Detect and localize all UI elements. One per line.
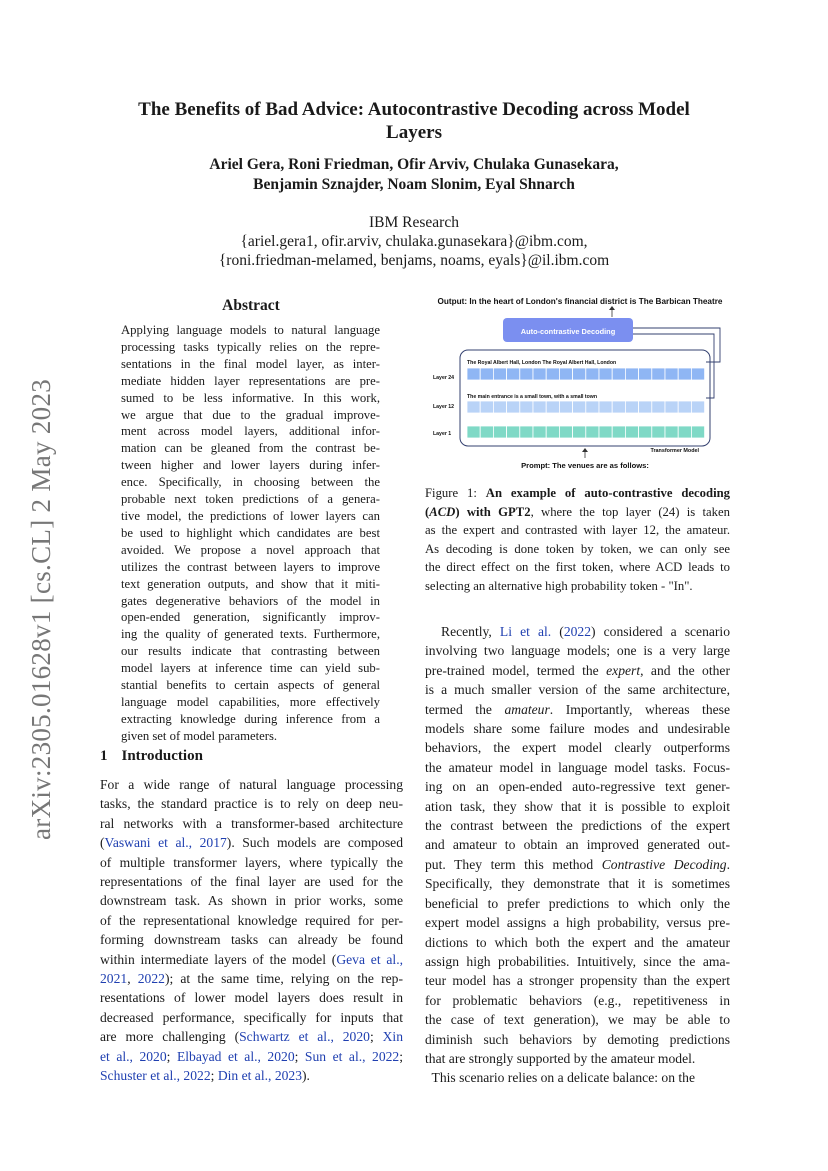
text-line (100, 911, 403, 930)
text-run: , and the other (640, 662, 730, 678)
text-line (425, 777, 730, 796)
abstract-line: tween higher and lower layers during infer- (121, 458, 380, 473)
paper-title (100, 98, 728, 144)
title-line: Layers (386, 122, 442, 143)
abstract-line: we argue that due to the gradual improve- (121, 407, 380, 422)
caption-line (425, 484, 730, 503)
layer-label-12: Layer 12 (433, 404, 455, 410)
text-line (100, 814, 403, 833)
abstract-line: sentations in the final model layer, as inter- (121, 356, 380, 371)
text-line (425, 971, 730, 990)
abstract-line: stantial benefits to certain aspects of general (121, 678, 380, 693)
token-cell (639, 401, 652, 413)
text-run: ); at the same time, relying on the rep- (164, 971, 403, 987)
token-cell (665, 401, 678, 413)
token-cell (652, 401, 665, 413)
text-line (100, 775, 403, 794)
caption-line: selecting an alternative high probability token - "In". (425, 578, 693, 593)
layer12-text: The main entrance is a small town, with a small town (467, 394, 598, 400)
token-cell (652, 368, 665, 380)
text-line (425, 816, 730, 835)
token-cell (599, 426, 612, 438)
caption-lines (425, 521, 730, 595)
abstract-line: mation can be gleaned from the contrast be- (121, 441, 380, 456)
text-run: . Importantly, whereas these (549, 701, 730, 717)
section-number: 1 (100, 748, 108, 764)
text-run: ing on an open-ended auto-regressive text gener- (425, 779, 730, 795)
text-run: decreased performance, specifically for inputs that (100, 1009, 403, 1025)
caption-bold: An example of auto-contrastive decoding (485, 486, 730, 500)
text-line (100, 1008, 403, 1027)
text-line (100, 853, 403, 872)
text-run: the case of text generation), we may be able to (425, 1012, 730, 1028)
token-cell (493, 426, 506, 438)
text-run: models share some failure modes and undesirable (425, 721, 730, 737)
text-line (425, 680, 730, 699)
affiliation (100, 213, 728, 270)
token-cell (599, 368, 612, 380)
caption-lead: Figure 1: (425, 486, 486, 500)
text-run: of the representational knowledge required for per- (100, 912, 403, 928)
text-line (425, 661, 730, 680)
citation-link[interactable]: Vaswani et al., 2017 (104, 835, 227, 851)
input-arrow-head (582, 448, 588, 452)
token-cell (467, 426, 480, 438)
token-cell (639, 368, 652, 380)
token-cell (546, 426, 559, 438)
section-heading (100, 748, 203, 765)
citation-link[interactable]: Li et al. (499, 624, 552, 639)
intro-left-column (100, 775, 403, 1086)
layer24-text: The Royal Albert Hall, London The Royal Albert Hall, London (467, 360, 617, 366)
token-cell (665, 368, 678, 380)
text-line (100, 1027, 403, 1046)
token-cell (586, 368, 599, 380)
figure-output-label: Output: In the heart of London's financial district is The Barbican Theatre (437, 297, 723, 306)
text-run: ; (369, 1029, 383, 1045)
text-run: tasks, the standard practice is to rely on deep neu- (100, 796, 403, 812)
token-cell (546, 401, 559, 413)
text-line (100, 1047, 403, 1066)
text-line (100, 950, 403, 969)
token-cell (665, 426, 678, 438)
text-run: are more challenging ( (100, 1029, 240, 1045)
token-cell (520, 401, 533, 413)
text-line (425, 1068, 730, 1087)
token-cell (625, 426, 638, 438)
token-cell (612, 368, 625, 380)
text-line (100, 833, 403, 852)
text-run: that are strongly supported by the amateur model. (425, 1050, 696, 1066)
text-run: This scenario relies on a delicate balance: on the (425, 1070, 696, 1086)
caption-line: the direct effect on the first token, where ACD leads to (425, 560, 730, 575)
authors-line: Ariel Gera, Roni Friedman, Ofir Arviv, Chulaka Gunasekara, (209, 156, 619, 173)
text-run: involving two language models; one is a very large (425, 643, 730, 659)
token-cell (639, 426, 652, 438)
layer-label-24: Layer 24 (433, 375, 455, 381)
abstract-line: tive model, the predictions of lower layers can (121, 508, 380, 523)
text-line (425, 913, 730, 932)
text-run: ; (210, 1068, 218, 1084)
text-line (425, 1030, 730, 1049)
text-run: forming downstream tasks can already be found (100, 932, 403, 948)
token-cell (480, 368, 493, 380)
text-run: representations of the final layer are used for the (100, 874, 403, 890)
text-run: Recently, (441, 624, 500, 639)
citation-link[interactable]: 2022 (137, 971, 165, 987)
abstract-line: processing tasks typically relies on the repre- (121, 339, 380, 354)
token-cell (612, 426, 625, 438)
token-cell (480, 401, 493, 413)
text-run: ) considered a scenario (591, 624, 730, 639)
text-line (425, 641, 730, 660)
section-title: Introduction (121, 748, 203, 764)
token-cell (612, 401, 625, 413)
abstract-line: our results indicate that contrasting between (121, 644, 380, 659)
text-run: assign high probabilities. Intuitively, since the ama- (425, 953, 730, 969)
token-cell (573, 426, 586, 438)
citation-link[interactable]: 2022 (563, 624, 592, 639)
caption-text: , where the top layer (24) is taken (530, 504, 730, 519)
text-run: . (726, 856, 730, 872)
authors-line: Benjamin Sznajder, Noam Slonim, Eyal Shnarch (253, 176, 575, 193)
token-cell (507, 401, 520, 413)
text-line (425, 835, 730, 854)
text-line (100, 1066, 403, 1085)
text-run: beneficial to prefer predictions to which only the (425, 895, 730, 911)
text-run: termed the (425, 701, 505, 717)
text-run: downstream task. As shown in prior works, some (100, 893, 403, 909)
abstract-line: gates degenerative behaviors of the model in (121, 593, 380, 608)
layer24-tokens (467, 368, 705, 380)
abstract-line: probable next token predictions of a genera- (121, 492, 380, 507)
author-emails: {ariel.gera1, ofir.arviv, chulaka.gunasekara}@ibm.com, (240, 233, 588, 250)
affiliation-org: IBM Research (369, 214, 459, 231)
text-run: ; (294, 1048, 305, 1064)
citation-link[interactable]: Geva et al., (336, 951, 403, 967)
abstract-line: ing the quality of generated texts. Furthermore, (121, 627, 380, 642)
text-line (425, 700, 730, 719)
text-line (425, 991, 730, 1010)
text-run: ). Such models are composed (226, 835, 404, 851)
author-list (100, 155, 728, 195)
abstract-body (121, 322, 380, 745)
token-cell (625, 401, 638, 413)
text-run: ; (166, 1048, 177, 1064)
abstract-line: mediate hidden layer representations are pre- (121, 373, 380, 388)
figure-caption (425, 484, 730, 596)
text-run: For a wide range of natural language processing (100, 777, 403, 792)
text-run: ation task, they show that it is possible to exploit (425, 798, 730, 814)
citation-link[interactable]: Xin (382, 1029, 403, 1045)
text-line (100, 930, 403, 949)
citation-link[interactable]: Elbayad et al., 2020 (176, 1048, 295, 1064)
layer1-tokens (467, 426, 705, 438)
token-cell (480, 426, 493, 438)
text-run: dictions to which both the expert and the amateur (425, 934, 730, 950)
token-cell (691, 368, 704, 380)
token-cell (559, 368, 572, 380)
emphasis-text: amateur (504, 701, 550, 717)
text-run: ( (100, 835, 105, 851)
text-run: pre-trained model, termed the (425, 662, 607, 678)
citation-link[interactable]: Din et al., 2023 (217, 1068, 303, 1084)
token-cell (559, 426, 572, 438)
arxiv-sidebar-stamp: arXiv:2305.01628v1 [cs.CL] 2 May 2023 (26, 378, 56, 840)
text-line (425, 758, 730, 777)
text-line (425, 894, 730, 913)
text-line (425, 1049, 730, 1068)
token-cell (533, 368, 546, 380)
token-cell (691, 426, 704, 438)
layer-label-1: Layer 1 (433, 431, 452, 437)
text-line (425, 622, 730, 641)
citation-link[interactable]: Schuster et al., 2022 (100, 1068, 211, 1084)
token-cell (520, 368, 533, 380)
text-run: Specifically, they demonstrate that it is sometimes (425, 876, 730, 892)
abstract-line: ence. Specifically, in choosing between the (121, 475, 380, 490)
abstract-heading: Abstract (222, 297, 280, 314)
text-line (425, 719, 730, 738)
token-cell (507, 368, 520, 380)
citation-link[interactable]: 2021 (100, 971, 128, 987)
expert-connector (633, 328, 720, 362)
caption-line: as the expert and contrasted with layer 12, the amateur. (425, 523, 730, 538)
token-cell (678, 401, 691, 413)
text-run: and amateur to obtain an improved generated out- (425, 837, 730, 853)
abstract-line: sumed to be less informative. In this work, (121, 390, 380, 405)
text-run: expert model assigns a high probability, versus pre- (425, 915, 730, 931)
token-cell (546, 368, 559, 380)
text-run: ). (302, 1068, 310, 1084)
token-cell (586, 401, 599, 413)
layer12-tokens (467, 401, 705, 413)
text-run: of multiple transformer layers, where typically the (100, 854, 403, 870)
token-cell (493, 401, 506, 413)
text-line (425, 1010, 730, 1029)
abstract-line: extracting knowledge during inference from a (121, 711, 380, 726)
token-cell (533, 401, 546, 413)
transformer-label: Transformer Model (650, 448, 699, 454)
text-run: diminish such behaviors by demoting predictions (425, 1031, 730, 1047)
token-cell (625, 368, 638, 380)
text-line (100, 988, 403, 1007)
text-run: ; (399, 1048, 403, 1064)
text-line (425, 738, 730, 757)
text-run: put. They term this method (425, 856, 602, 872)
text-line (425, 874, 730, 893)
abstract-line: be used to highlight which candidates are best (121, 525, 380, 540)
token-cell (678, 368, 691, 380)
text-line (425, 797, 730, 816)
text-run: ( (551, 624, 564, 639)
text-run: behaviors, the expert model clearly outperforms (425, 740, 730, 756)
token-cell (573, 368, 586, 380)
text-run: , (127, 971, 138, 987)
title-line: The Benefits of Bad Advice: Autocontrastive Decoding across Model (138, 99, 690, 120)
text-run: the contrast between the predictions of the expert (425, 818, 730, 834)
token-cell (520, 426, 533, 438)
abstract-line: given set of model parameters. (121, 728, 278, 743)
token-cell (507, 426, 520, 438)
token-cell (678, 426, 691, 438)
token-cell (573, 401, 586, 413)
caption-line (425, 503, 730, 522)
figure-1 (420, 292, 740, 472)
abstract-line: ment across model layers, additional infor- (121, 424, 380, 439)
token-cell (467, 401, 480, 413)
token-cell (652, 426, 665, 438)
abstract-line: utilizes the contrast between layers to improve (121, 559, 380, 574)
arrow-head (609, 306, 615, 310)
abstract-line: text generation outputs, and show that it miti- (121, 576, 380, 591)
citation-link[interactable]: Schwartz et al., 2020 (239, 1029, 370, 1045)
amateur-connector (633, 334, 714, 398)
token-cell (467, 368, 480, 380)
citation-link[interactable]: Sun et al., 2022 (304, 1048, 400, 1064)
text-run: is a much smaller version of the same architecture, (425, 682, 730, 698)
text-run: for problematic behaviors (e.g., repetitiveness in (425, 992, 730, 1008)
text-run: ral networks with a transformer-based architecture (100, 815, 403, 831)
citation-link[interactable]: et al., 2020 (100, 1048, 167, 1064)
token-cell (586, 426, 599, 438)
abstract-line: language model capabilities, more effectively (121, 694, 380, 709)
text-line (425, 952, 730, 971)
caption-line: As decoding is done token by token, we can only see (425, 541, 730, 556)
abstract-line: open-ended generation, significantly improv- (121, 610, 380, 625)
text-run: teur model has a stronger propensity than the expert (425, 973, 730, 989)
abstract-line: model layers at inference time can yield sub- (121, 661, 380, 676)
text-line (100, 891, 403, 910)
abstract-line: Applying language models to natural language (121, 323, 380, 337)
figure-prompt-label: Prompt: The venues are as follows: (521, 461, 649, 470)
acd-box-label: Auto-contrastive Decoding (520, 327, 616, 336)
caption-bold: (ACD) with GPT2 (425, 504, 531, 519)
intro-right-column (425, 622, 730, 1088)
emphasis-text: Contrastive Decoding (601, 856, 727, 872)
text-line (100, 969, 403, 988)
text-line (425, 933, 730, 952)
text-line (100, 794, 403, 813)
text-line (425, 855, 730, 874)
token-cell (533, 426, 546, 438)
text-run: the amateur model in language model tasks. Focus- (425, 759, 730, 775)
token-cell (559, 401, 572, 413)
token-cell (493, 368, 506, 380)
token-cell (599, 401, 612, 413)
emphasis-text: expert (606, 662, 641, 678)
figure-diagram (420, 292, 740, 472)
text-run: within intermediate layers of the model ( (100, 951, 337, 967)
text-run: resentations of lower model layers does result in (100, 990, 403, 1006)
abstract-line: avoided. We propose a novel approach that (121, 542, 380, 557)
token-cell (691, 401, 704, 413)
author-emails: {roni.friedman-melamed, benjams, noams, eyals}@il.ibm.com (218, 252, 610, 269)
text-line (100, 872, 403, 891)
